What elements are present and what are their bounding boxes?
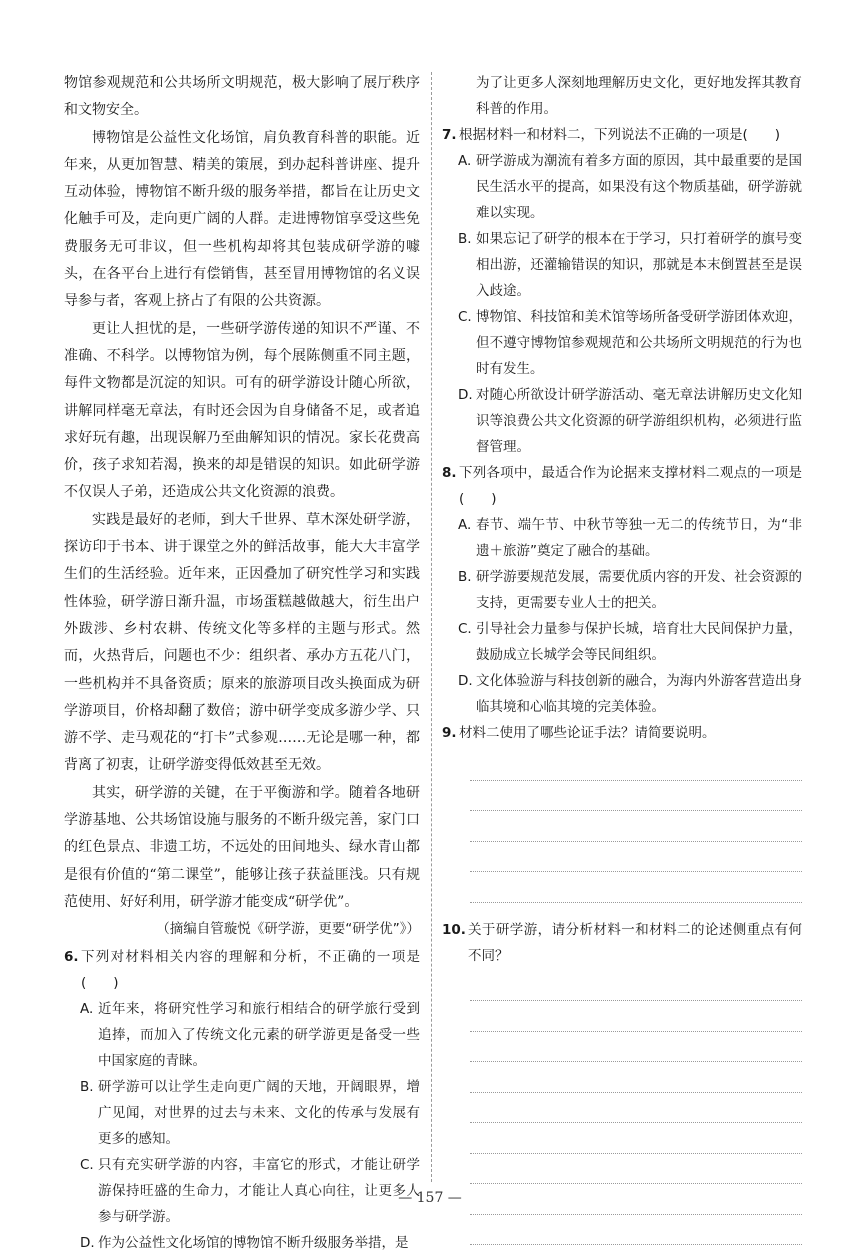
- question-number: 7.: [442, 127, 457, 143]
- answer-line[interactable]: [470, 781, 802, 812]
- question-9: [442, 720, 802, 746]
- question-7: [442, 122, 802, 460]
- column-divider: [431, 72, 432, 1182]
- passage-paragraph: 博物馆是公益性文化场馆，肩负教育科普的职能。近年来，从更加智慧、精美的策展，到办起科普讲座、提升互动体验，博物馆不断升级的服务举措，都旨在让历史文化触手可及，走向更广阔的人群。走进博物馆享受这些免费服务无可非议，但一些机构却将其包装成研学游的噱头，在各平台上进行有偿销售，甚至冒用博物馆的名义误导参与者，客观上挤占了有限的公共资源。: [64, 129, 420, 310]
- question-number: 10.: [442, 921, 466, 938]
- answer-line[interactable]: [470, 1062, 802, 1093]
- page-number: — 157 —: [398, 1190, 462, 1206]
- answer-line[interactable]: [470, 811, 802, 842]
- answer-line[interactable]: [470, 842, 802, 873]
- answer-line[interactable]: [470, 1032, 802, 1063]
- option-b: B. 研学游可以让学生走向更广阔的天地，开阔眼界，增广见闻，对世界的过去与未来、文化的传承与发展有更多的感知。: [80, 1078, 420, 1147]
- option-d-continuation: 为了让更多人深刻地理解历史文化，更好地发挥其教育科普的作用。: [476, 75, 802, 117]
- question-8: [442, 460, 802, 720]
- option-a: A. 春节、端午节、中秋节等独一无二的传统节日，为“非遗＋旅游”奠定了融合的基础。: [458, 517, 802, 559]
- answer-line[interactable]: [470, 1123, 802, 1154]
- passage-paragraph: 物馆参观规范和公共场所文明规范，极大影响了展厅秩序和文物安全。: [64, 75, 420, 119]
- passage-paragraph: 实践是最好的老师，到大千世界、草木深处研学游，探访印于书本、讲于课堂之外的鲜活故事，能大大丰富学生们的生活经验。近年来，正因叠加了研究性学习和实践性体验，研学游日渐升温，市场蛋糕越做越大，衍生出户外跋涉、乡村农耕、传统文化等多样的主题与形式。然而，火热背后，问题也不少：组织者、承办方五花八门，一些机构并不具备资质；原来的旅游项目改头换面成为研学游项目，价格却翻了数倍；游中研学变成多游少学、只游不学、走马观花的“打卡”式参观……无论是哪一种，都背离了初衷，让研学游变得低效甚至无效。: [64, 511, 420, 774]
- question-stem: 关于研学游，请分析材料一和材料二的论述侧重点有何不同？: [468, 921, 802, 964]
- question-number: 8.: [442, 465, 457, 481]
- answer-line[interactable]: [470, 971, 802, 1002]
- answer-line[interactable]: [470, 750, 802, 781]
- question-stem: 下列各项中，最适合作为论据来支撑材料二观点的一项是( ): [459, 465, 802, 507]
- passage-source: （摘编自管璇悦《研学游，更要“研学优”》）: [156, 921, 420, 938]
- question-stem: 下列对材料相关内容的理解和分析，不正确的一项是( ): [81, 948, 420, 991]
- answer-line[interactable]: [470, 872, 802, 903]
- passage-paragraph: 其实，研学游的关键，在于平衡游和学。随着各地研学游基地、公共场馆设施与服务的不断升级完善，家门口的红色景点、非遗工坊，不远处的田间地头、绿水青山都是很有价值的“第二课堂”，能够让孩子获益匪浅。只有规范使用、好好利用，研学游才能变成“研学优”。: [64, 784, 420, 910]
- question-10: [442, 917, 802, 969]
- option-c: C. 博物馆、科技馆和美术馆等场所备受研学游团体欢迎，但不遵守博物馆参观规范和公共场所文明规范的行为也时有发生。: [458, 309, 802, 377]
- answer-area-q9[interactable]: [470, 750, 802, 903]
- answer-line[interactable]: [470, 1215, 802, 1246]
- option-c: C. 只有充实研学游的内容，丰富它的形式，才能让研学游保持旺盛的生命力，才能让人真心向往，让更多人参与研学游。: [80, 1156, 420, 1225]
- answer-line[interactable]: [470, 1001, 802, 1032]
- option-d: D. 文化体验游与科技创新的融合，为海内外游客营造出身临其境和心临其境的完美体验。: [458, 673, 802, 715]
- option-b: B. 研学游要规范发展，需要优质内容的开发、社会资源的支持，更需要专业人士的把关。: [458, 569, 802, 611]
- answer-line[interactable]: [470, 1093, 802, 1124]
- option-a: A. 研学游成为潮流有着多方面的原因，其中最重要的是国民生活水平的提高，如果没有这个物质基础，研学游就难以实现。: [458, 153, 802, 221]
- question-number: 6.: [64, 948, 79, 965]
- right-column: [442, 70, 802, 1245]
- question-stem: 根据材料一和材料二，下列说法不正确的一项是( ): [459, 127, 781, 143]
- option-d: D. 对随心所欲设计研学游活动、毫无章法讲解历史文化知识等浪费公共文化资源的研学游组织机构，必须进行监督管理。: [458, 387, 802, 455]
- answer-line[interactable]: [470, 1154, 802, 1185]
- option-d: D. 作为公益性文化场馆的博物馆不断升级服务举措，是: [80, 1234, 409, 1251]
- option-a: A. 近年来，将研究性学习和旅行相结合的研学旅行受到追捧，而加入了传统文化元素的研学游更是备受一些中国家庭的青睐。: [80, 1000, 420, 1069]
- question-6: [64, 944, 420, 1256]
- question-number: 9.: [442, 725, 457, 741]
- option-c: C. 引导社会力量参与保护长城，培育壮大民间保护力量，鼓励成立长城学会等民间组织。: [458, 621, 802, 663]
- option-b: B. 如果忘记了研学的根本在于学习，只打着研学的旗号变相出游，还灌输错误的知识，那就是本末倒置甚至是误入歧途。: [458, 231, 802, 299]
- question-stem: 材料二使用了哪些论证手法？请简要说明。: [459, 725, 716, 741]
- passage-paragraph: 更让人担忧的是，一些研学游传递的知识不严谨、不准确、不科学。以博物馆为例，每个展陈侧重不同主题，每件文物都是沉淀的知识。可有的研学游设计随心所欲，讲解同样毫无章法，有时还会因为自身储备不足，或者追求好玩有趣，出现误解乃至曲解知识的情况。家长花费高价，孩子求知若渴，换来的却是错误的知识。如此研学游不仅误人子弟，还造成公共文化资源的浪费。: [64, 320, 420, 501]
- left-column: [64, 70, 420, 1256]
